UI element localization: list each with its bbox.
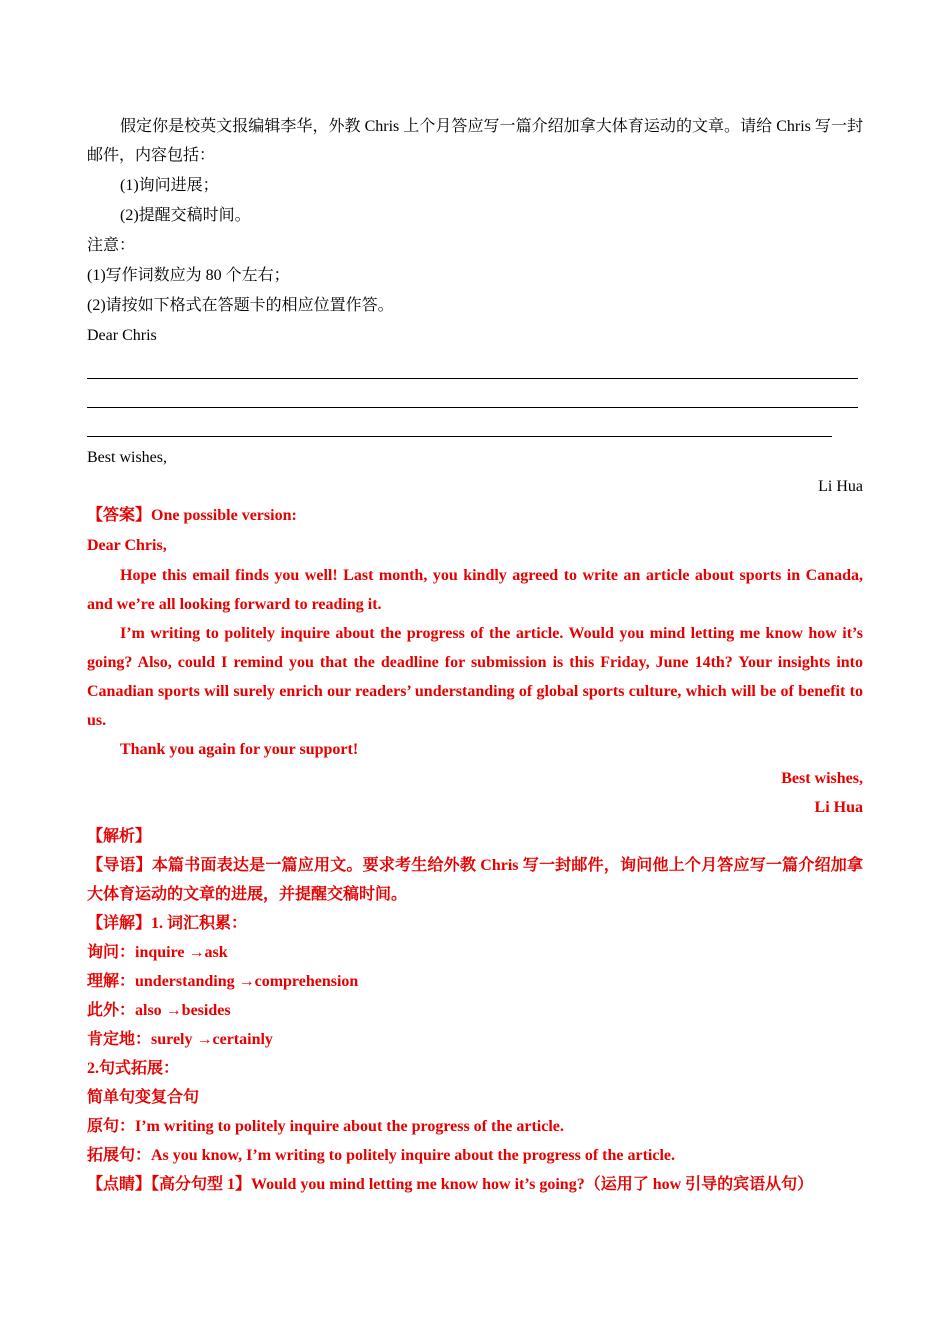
expanded-sentence: 拓展句：As you know, I’m writing to politely inquire about the progress of the article. xyxy=(87,1147,676,1164)
answer-section xyxy=(87,501,863,822)
answer-line xyxy=(87,379,858,408)
note-title: 注意： xyxy=(87,237,136,254)
answer-paragraph-3: Thank you again for your support! xyxy=(120,741,359,758)
vocab-item: 理解：understanding →comprehension xyxy=(87,973,359,990)
answer-paragraph-2: I’m writing to politely inquire about the progress of the article. Would you mind letting me know how it’s going? Also, could I remind you that the deadline for submission is this Friday, June 14th? Your insights into Canadian sports will surely enrich our readers’ understanding of global sports culture, which will be of benefit to us. xyxy=(87,625,863,729)
original-sentence: 原句：I’m writing to politely inquire about the progress of the article. xyxy=(87,1118,564,1135)
question-intro: 假定你是校英文报编辑李华，外教 Chris 上个月答应写一篇介绍加拿大体育运动的文章。请给 Chris 写一封邮件，内容包括： xyxy=(87,118,863,164)
letter-salutation: Dear Chris xyxy=(87,327,157,344)
answer-label: 【答案】One possible version: xyxy=(87,507,297,524)
sentence-type: 简单句变复合句 xyxy=(87,1089,200,1106)
answer-paragraph-1: Hope this email finds you well! Last month, you kindly agreed to write an article about sports in Canada, and we’re all looking forward to reading it. xyxy=(87,567,863,613)
analysis-section xyxy=(87,822,863,1199)
highlight-sentence: 【点睛】【高分句型 1】Would you mind letting me know how it’s going?（运用了 how 引导的宾语从句） xyxy=(87,1176,814,1193)
analysis-label: 【解析】 xyxy=(87,828,152,845)
question-point-1: (1)询问进展； xyxy=(120,177,219,194)
answer-line xyxy=(87,408,832,437)
note-1: (1)写作词数应为 80 个左右； xyxy=(87,267,290,284)
sentence-title: 2.句式拓展： xyxy=(87,1060,180,1077)
letter-closing: Best wishes, xyxy=(87,449,167,466)
detail-title: 【详解】1. 词汇积累： xyxy=(87,915,248,932)
answer-signature: Li Hua xyxy=(814,799,863,816)
question-point-2: (2)提醒交稿时间。 xyxy=(120,207,251,224)
analysis-guide: 【导语】本篇书面表达是一篇应用文。要求考生给外教 Chris 写一封邮件，询问他上个月答应写一篇介绍加拿大体育运动的文章的进展，并提醒交稿时间。 xyxy=(87,857,863,903)
question-section xyxy=(87,112,863,501)
document-page xyxy=(87,112,863,1199)
answer-salutation: Dear Chris, xyxy=(87,537,167,554)
letter-signature: Li Hua xyxy=(818,478,863,495)
vocab-item: 询问：inquire →ask xyxy=(87,944,228,961)
note-2: (2)请按如下格式在答题卡的相应位置作答。 xyxy=(87,297,394,314)
answer-closing: Best wishes, xyxy=(781,770,863,787)
vocab-item: 肯定地：surely →certainly xyxy=(87,1031,273,1048)
vocab-item: 此外：also →besides xyxy=(87,1002,231,1019)
answer-line xyxy=(87,350,858,379)
